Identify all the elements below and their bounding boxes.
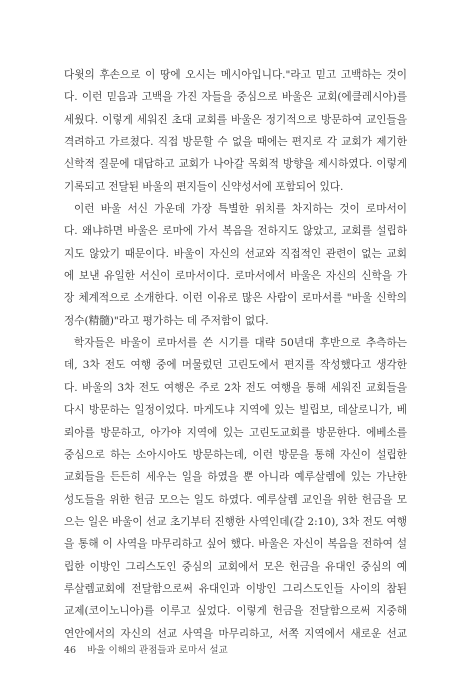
text-line: 다. 왜냐하면 바울은 로마에 가서 복음을 전하지도 않았고, 교회를 설립하	[64, 225, 407, 238]
body-text	[64, 64, 407, 645]
running-title: 바울 이해의 관점들과 로마서 설교	[87, 645, 228, 656]
text-line: 이런 바울 서신 가운데 가장 특별한 위치를 차지하는 것이 로마서이	[74, 203, 407, 216]
text-line: 중심으로 하는 소아시아도 방문하는데, 이런 방문을 통해 자신이 설립한	[64, 448, 407, 461]
text-line: 으는 일은 바울이 선교 초기부터 진행한 사역인데(갈 2:10), 3차 전도 여행	[64, 515, 407, 528]
text-line: 신학적 질문에 대답하고 교회가 나아갈 목회적 방향을 제시하였다. 이렇게	[64, 158, 407, 171]
page-number: 46	[64, 645, 77, 656]
page-footer	[64, 642, 228, 656]
text-line: 다시 방문하는 일정이었다. 마게도냐 지역에 있는 빌립보, 데살로니가, 베	[64, 404, 407, 417]
text-line: 장 체계적으로 소개한다. 이런 이유로 많은 사람이 로마서를 "바울 신학의	[64, 292, 407, 305]
text-line: 교회들을 든든히 세우는 일을 하였을 뿐 아니라 예루살렘에 있는 가난한	[64, 471, 407, 484]
text-line: 성도들을 위한 헌금 모으는 일도 하였다. 예루살렘 교인을 위한 헌금을 모	[64, 493, 407, 506]
text-line: 뢰아를 방문하고, 아가야 지역에 있는 고린도교회를 방문한다. 에베소를	[64, 426, 407, 439]
text-line: 립한 이방인 그리스도인 중심의 교회에서 모은 헌금을 유대인 중심의 예	[64, 560, 407, 573]
text-line: 지도 않았기 때문이다. 바울이 자신의 선교와 직접적인 관련이 없는 교회	[64, 247, 407, 260]
text-line: 다. 바울의 3차 전도 여행은 주로 2차 전도 여행을 통해 세워진 교회들을	[64, 381, 407, 394]
text-line: 격려하고 가르쳤다. 직접 방문할 수 없을 때에는 편지로 각 교회가 제기한	[64, 136, 407, 149]
text-line: 데, 3차 전도 여행 중에 머물렀던 고린도에서 편지를 작성했다고 생각한	[64, 359, 407, 372]
text-line: 다. 이런 믿음과 고백을 가진 자들을 중심으로 바울은 교회(에클레시아)를	[64, 91, 407, 104]
text-line: 다윗의 후손으로 이 땅에 오시는 메시아입니다."라고 믿고 고백하는 것이	[64, 69, 407, 81]
text-line: 루살렘교회에 전달함으로써 유대인과 이방인 그리스도인들 사이의 참된	[64, 582, 407, 595]
text-line: 세웠다. 이렇게 세워진 초대 교회를 바울은 정기적으로 방문하여 교인들을	[64, 113, 407, 126]
text-line: 학자들은 바울이 로마서를 쓴 시기를 대략 50년대 후반으로 추측하는	[74, 337, 407, 350]
text-line: 교제(코이노니아)를 이루고 싶었다. 이렇게 헌금을 전달함으로써 지중해	[64, 605, 407, 618]
text-line: 정수(精髓)"라고 평가하는 데 주저함이 없다.	[64, 314, 269, 327]
text-line: 기록되고 전달된 바울의 편지들이 신약성서에 포함되어 있다.	[64, 180, 344, 193]
text-line: 을 통해 이 사역을 마무리하고 싶어 했다. 바울은 자신이 복음을 전하여 설	[64, 538, 407, 551]
text-line: 연안에서의 자신의 선교 사역을 마무리하고, 서쪽 지역에서 새로운 선교	[64, 627, 407, 640]
text-line: 에 보낸 유일한 서신이 로마서이다. 로마서에서 바울은 자신의 신학을 가	[64, 270, 407, 283]
